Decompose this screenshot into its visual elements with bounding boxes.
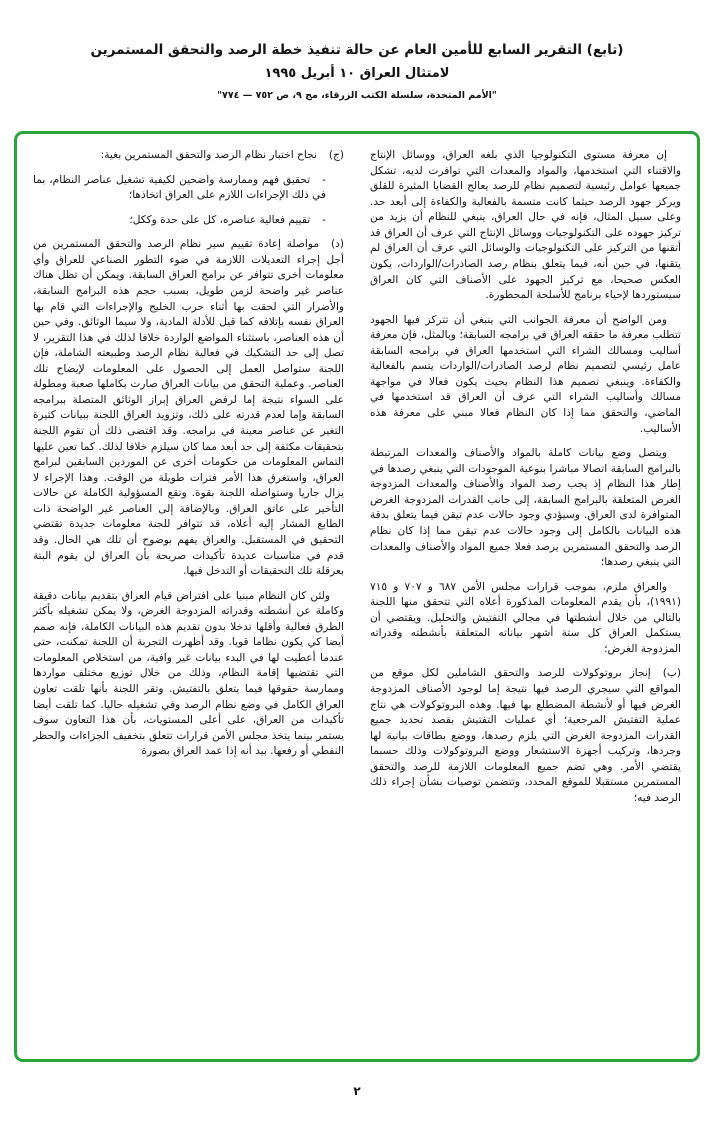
paragraph — [33, 589, 344, 760]
paragraph — [370, 446, 681, 571]
paragraph-text: ومن الواضح أن معرفة الجوانب التي ينبغي أن تتركز فيها الجهود تتطلب معرفة ما حققه العراق في برامجه السابقة؛ وبالمثل، فإن معرفة أساليب ومسالك الشراء التي استخدمها العراق في برامجه السابقة عامل رئيسي لتصميم نظام لرصد الصادرات/الواردات يتسم بالفعالية والكفاءة. وينبغي تصميم هذا النظام بحيث يكون فعالا في مواجهة مسالك وأساليب الشراء التي عرف أن العراق قد استخدمها في الماضي، والتحقق مما إذا كان النظام فعالا مبني على معرفة هذه الأساليب. — [370, 313, 681, 435]
paragraph — [370, 580, 681, 658]
paragraph — [370, 148, 681, 304]
paragraph-text: إن معرفة مستوى التكنولوجيا الذي بلغه العراق، ووسائل الإنتاج والاقتناء التي استخدمها، والمواد والمعدات التي توافرت لديه، تشكل جميعها عوامل رئيسية لتصميم نظام للرصد يعالج القضايا المثيرة للقلق ويركز جهود الرصد حيثما كانت متسمة بالفعالية والكفاءة إلى أبعد حد. وعلى سبيل المثال، فإنه في حال العراق، ينبغي للنظام أن يزيد من تركيز جهوده على التكنولوجيات ووسائل الإنتاج التي عرف أن العراق قد أتقنها من التركيز على التكنولوجيات والوسائل التي عرف أن العراق لم يتقنها، في حين أنه، فيما يتعلق بنظام رصد الصادرات/الواردات، يكون العكس صحيحا، مع تركيز الجهود على الأصناف التي كان العراق سيستوردها لإحياء برنامج للأسلحة المحظورة. — [370, 149, 681, 302]
list-marker: (د) — [331, 238, 344, 251]
paragraph — [33, 148, 344, 164]
source-citation: "الأمم المتحدة، سلسلة الكتب الزرقاء، مج ٩، ص ٧٥٢ — ٧٧٤" — [217, 90, 497, 101]
paragraph-text: ويتصل وضع بيانات كاملة بالمواد والأصناف والمعدات المرتبطة بالبرامج السابقة اتصالا مباشرا بنوعية الموجودات التي ينبغي رصدها في إطار هذا النظام إذ يجب رصد المواد والأصناف والمعدات المزدوجة الغرض المتعلقة بالبرامج السابقة، إلى جانب القدرات المزدوجة الغرض المتوافرة لدى العراق. وسيؤدي وجود حالات عدم تيقن فيما يتعلق بدقة هذه البيانات بالكامل إلى وجود حالات عدم تيقن مما إذا كان نظام الرصد والتحقق المستمرين يرصد فعلا جميع المواد والأصناف والمعدات التي ينبغي رصدها؛ — [370, 447, 681, 569]
paragraph — [33, 213, 344, 229]
paragraph — [33, 237, 344, 579]
report-body-box — [14, 131, 700, 1062]
report-title: (تابع) التقرير السابع للأمين العام عن حالة تنفيذ خطة الرصد والتحقق المستمرين — [90, 42, 624, 58]
paragraph — [33, 173, 344, 204]
document-header — [0, 42, 714, 101]
paragraph-text: تقييم فعالية عناصره، كل على حدة وككل؛ — [129, 213, 311, 226]
list-marker: - — [322, 173, 326, 186]
page-number: ٢ — [353, 1084, 361, 1098]
list-marker: (ب) — [662, 667, 681, 680]
paragraph-text: ولئن كان النظام مبنيا على افتراض قيام العراق بتقديم بيانات دقيقة وكاملة عن أنشطته وقدراته المزدوجة الغرض، ولا يمكن تشغيله بأكثر الطرق فعالية وأقلها تدخلا بدون تقديم هذه البيانات الكاملة، فإنه صمم أيضا كي يكون نظاما قويا. وقد أظهرت التجربة أن اللجنة تمكنت، حتى عندما أعطيت لها في البدء بيانات غير وافية، من استخلاص المعلومات التي تقتضيها إقامة النظام، وذلك من خلال توزيع مختلف مواردها وممارسة حقوقها فيما يتعلق بالتفتيش. وتقر اللجنة بأنها تلقت تعاون العراق الكامل في وضع نظام الرصد وفي تشغيله حاليا. كما تلقت أيضا تأكيدات من العراق، على أعلى المستويات، بأن هذا التعاون سوف يستمر بينما يتخذ مجلس الأمن قرارات تتعلق بتخفيف الجزاءات والحظر النفطي أو رفعها. بيد أنه إذا عمد العراق بصورة — [33, 589, 344, 758]
paragraph — [370, 666, 681, 806]
report-subtitle: لامتثال العراق ١٠ أبريل ١٩٩٥ — [264, 66, 450, 81]
column-left — [33, 148, 344, 1049]
paragraph-text: والعراق ملزم، بموجب قرارات مجلس الأمن ٦٨٧ و ٧٠٧ و ٧١٥ (١٩٩١)، بأن يقدم المعلومات المذكورة أعلاه التي تتحقق منها اللجنة بالتالي من خلال أنشطتها في مجالي التفتيش والتحليل. ويقتضي أن يستكمل العراق كل ستة أشهر بياناته المتعلقة بأنشطته وقدراته المزدوجة الغرض؛ — [370, 580, 681, 655]
column-right — [370, 148, 681, 1049]
list-marker: - — [322, 213, 326, 226]
list-marker: (ج) — [328, 149, 344, 161]
paragraph-text: نجاح اختبار نظام الرصد والتحقق المستمرين بغية: — [100, 149, 317, 161]
paragraph — [370, 313, 681, 438]
paragraph-text: مواصلة إعادة تقييم سير نظام الرصد والتحقق المستمرين من أجل إجراء التعديلات اللازمة في ضوء التطور الصناعي للعراق وأي معلومات أخرى تتوافر عن برامج العراق السابقة. ويمكن أن تظل هناك عناصر غير واضحة لزمن طويل، بسبب حجم هذه البرامج السابقة، والأضرار التي لحقت بها أثناء حرب الخليج والإجراءات التي قام بها العراق نفسه بإتلافه كما قيل للأدلة المادية، ولا سيما الوثائق. وفي حين أن هذه العناصر، باستثناء المواضع الواردة خلافا لذلك في هذا التقرير، لا تصل إلى حد التشكيك في فعالية نظام الرصد وطبيعته الشاملة، فإن اللجنة ستواصل العمل إلى الحصول على المعلومات لإيضاح تلك العناصر. وعملية التحقق من بيانات العراق صارت بكاملها صعبة ومطولة على السواء نتيجة إما لرفض العراق إبراز الوثائق المتصلة ببرامجه السابقة وإما لعدم قدرته على ذلك، وتزويد العراق اللجنة ببيانات كثيرة التغير عن عناصر معينة في برامجه. وقد اقتضى ذلك أن تقوم اللجنة بتحقيقات مكثفة إلى حد أبعد مما كان سيلزم خلافا لذلك. كما تعين عليها التماس المعلومات من حكومات أخرى عن الموردين السابقين لبرامج العراق، واستغرق هذا الأمر فترات طويلة من الوقت. وهذا الإجراء لا يزال جاريا وستواصله اللجنة بقوة. وتقع المسؤولية الكاملة عن حالات التأخير على عاتق العراق. وبالإضافة إلى العناصر غير الواضحة ذات الطابع المشار إليه أعلاه، قد تتوافر للجنة معلومات جديدة تقتضي التحقيق في المستقبل. والعراق يفهم بوضوح أن تلك هي الحال. وقد قدم في مناسبات عديدة تأكيدات صريحة بأن العراق لن يقوم البتة بعرقلة تلك التحقيقات أو التدخل فيها. — [33, 238, 344, 578]
paragraph-text: تحقيق فهم وممارسة واضحين لكيفية تشغيل عناصر النظام، بما في ذلك الإجراءات اللازم على العراق اتخاذها؛ — [33, 173, 326, 202]
paragraph-text: إنجاز بروتوكولات للرصد والتحقق الشاملين لكل موقع من المواقع التي سيجري الرصد فيها نتيجة إما لوجود الأصناف المزدوجة الغرض فيها أو لأنشطة المضطلع بها فيها. وهذه البروتوكولات هي نتاج عملية التفتيش المرجعية؛ أي عمليات التفتيش بقصد تحديد جميع القدرات المزدوجة الغرض التي يلزم رصدها، ووضع بطاقات بيانية لها وجردها، وتركيب أجهزة الاستشعار ووضع البروتوكولات وذلك حسبما يقتضي الأمر. وهي تضم جميع المعلومات اللازمة للرصد والتحقق المستمرين مستقبلا للموقع المحدد، وتتضمن توصيات بشأن إجراء ذلك الرصد فيه؛ — [370, 667, 681, 804]
